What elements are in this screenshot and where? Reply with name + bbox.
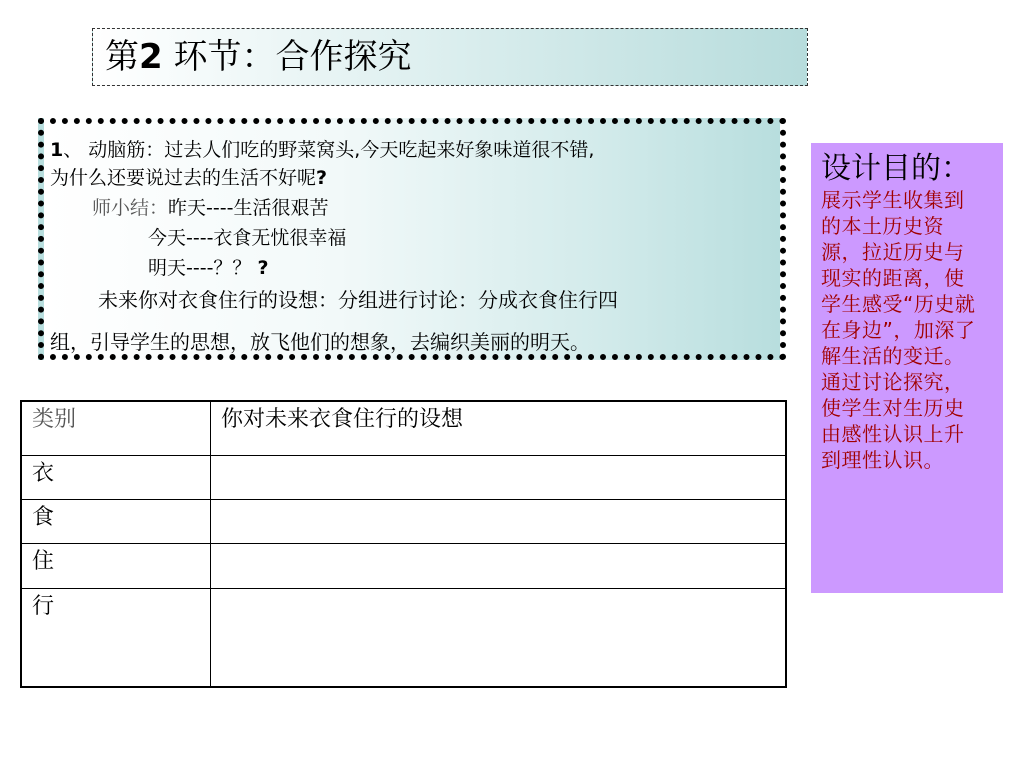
discussion-box: [38, 118, 786, 360]
design-purpose-text: 展示学生收集到的本土历史资源，拉近历史与现实的距离，使学生感受“历史就在身边”，加深了解生活的变迁。通过讨论探究，使学生对生历史由感性认识上升到理性认识。: [821, 188, 976, 472]
group-discussion-line-2: 组，引导学生的思想，放飞他们的想象，去编织美丽的明天。: [50, 330, 590, 354]
table-row: [21, 588, 786, 687]
summary-tomorrow: 明天----？？ ?: [148, 257, 269, 279]
table-cell-idea[interactable]: [211, 588, 787, 687]
table-row: [21, 544, 786, 588]
question-line-2: 为什么还要说过去的生活不好呢?: [50, 167, 328, 189]
table-cell-category: 食: [21, 500, 211, 544]
design-purpose-title: 设计目的：: [821, 151, 971, 186]
table-cell-idea[interactable]: [211, 500, 787, 544]
question-line-1: 1、 动脑筋：过去人们吃的野菜窝头,今天吃起来好象味道很不错,: [50, 139, 595, 161]
table-header-row: [21, 401, 786, 455]
section-title: 第2 环节：合作探究: [105, 37, 412, 77]
table-cell-idea[interactable]: [211, 455, 787, 499]
design-purpose-panel: [811, 143, 1003, 593]
table-header-ideas: 你对未来衣食住行的设想: [211, 401, 787, 455]
group-discussion-line-1: 未来你对衣食住行的设想：分组进行讨论：分成衣食住行四: [98, 288, 618, 312]
section-title-box: [92, 28, 808, 86]
ideas-table: [20, 400, 787, 688]
summary-today: 今天----衣食无忧很幸福: [148, 227, 347, 249]
table-cell-category: 行: [21, 588, 211, 687]
table-row: [21, 500, 786, 544]
table-cell-category: 住: [21, 544, 211, 588]
table-header-category: 类别: [21, 401, 211, 455]
table-row: [21, 455, 786, 499]
summary-yesterday: 师小结：昨天----生活很艰苦: [92, 197, 329, 219]
table-cell-idea[interactable]: [211, 544, 787, 588]
table-cell-category: 衣: [21, 455, 211, 499]
